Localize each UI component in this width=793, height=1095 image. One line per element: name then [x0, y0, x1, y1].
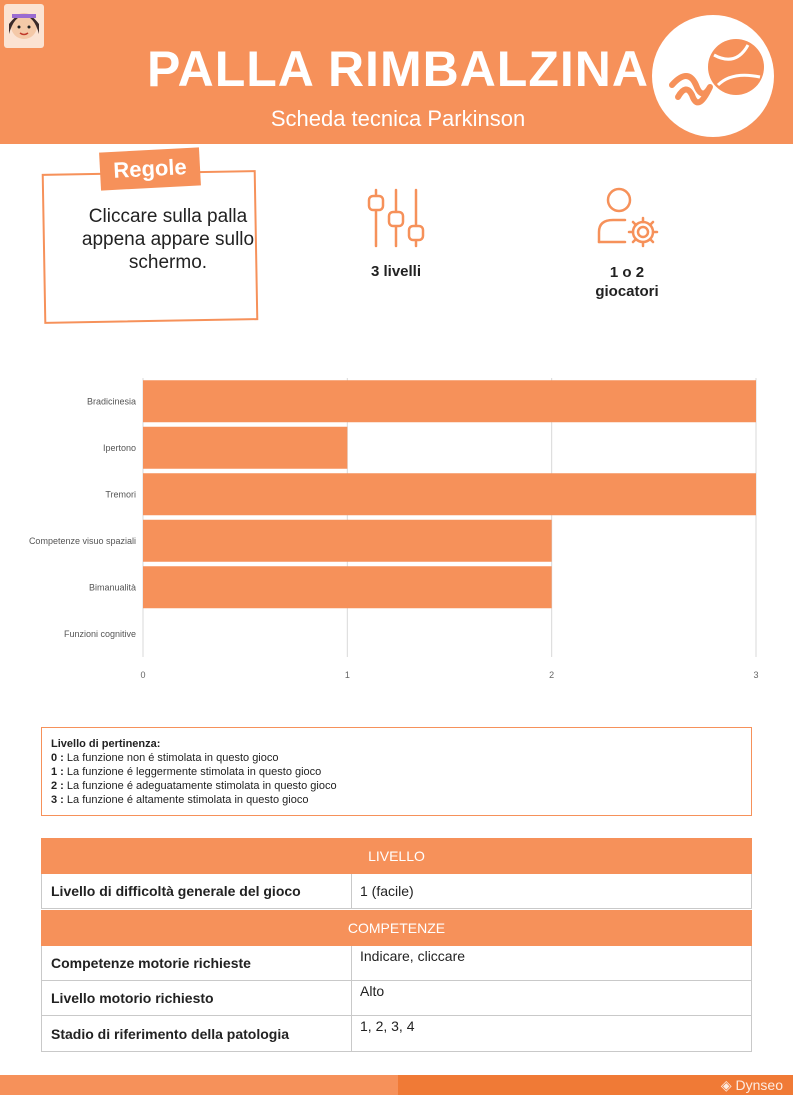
- ball-icon: [652, 15, 774, 137]
- brand-name: Dynseo: [735, 1077, 783, 1093]
- avatar: [4, 4, 44, 48]
- legend-item: 0 : La funzione non é stimolata in questo gioco: [51, 752, 279, 764]
- brand-logo: [721, 1077, 783, 1094]
- chart-tick-labels: [140, 670, 758, 680]
- chart-bar: [143, 520, 552, 562]
- table-row: [41, 946, 752, 981]
- table-row: [41, 1016, 752, 1052]
- page-subtitle: Scheda tecnica Parkinson: [270, 106, 526, 131]
- chart-bars: [143, 380, 756, 608]
- table-header-livello: LIVELLO: [41, 838, 752, 874]
- chart-category-label: Ipertono: [102, 442, 136, 453]
- row-value: Alto: [360, 983, 385, 999]
- table-header-competenze: COMPETENZE: [41, 910, 752, 946]
- players-label: 1 o 2 giocatori: [595, 264, 659, 300]
- footer-bar-left: [0, 1075, 398, 1095]
- relevance-chart: [0, 370, 793, 680]
- chart-bar: [143, 380, 756, 422]
- legend-item: 1 : La funzione é leggermente stimolata in questo gioco: [51, 766, 322, 778]
- row-label: Stadio di riferimento della patologia: [42, 1016, 352, 1051]
- chart-bar: [143, 473, 756, 515]
- user-gear-icon: [595, 186, 661, 250]
- legend-item: 3 : La funzione é altamente stimolata in questo gioco: [51, 794, 309, 806]
- page-title: PALLA RIMBALZINA: [146, 41, 650, 97]
- chart-category-label: Tremori: [105, 489, 136, 500]
- row-value: 1, 2, 3, 4: [360, 1018, 415, 1034]
- levels-label: 3 livelli: [370, 263, 422, 280]
- legend-item: 2 : La funzione é adeguatamente stimolata in questo gioco: [51, 780, 337, 792]
- chart-tick-label: 1: [344, 670, 350, 680]
- row-value: Indicare, cliccare: [360, 948, 466, 964]
- chart-category-label: Funzioni cognitive: [63, 628, 136, 639]
- table-row: [41, 981, 752, 1016]
- sliders-icon: [364, 186, 428, 250]
- chart-tick-label: 0: [140, 670, 146, 680]
- row-label: Livello di difficoltà generale del gioco: [42, 874, 352, 908]
- relevance-legend: [41, 727, 752, 816]
- game-logo: [652, 15, 774, 137]
- chart-category-labels: [29, 396, 136, 639]
- row-label: Livello motorio richiesto: [42, 981, 352, 1015]
- legend-title: Livello di pertinenza:: [51, 738, 161, 750]
- chart-category-label: Bradicinesia: [86, 396, 136, 407]
- rules-text: Cliccare sulla palla appena appare sullo schermo.: [81, 206, 255, 273]
- brand-icon: ◈: [720, 1077, 732, 1093]
- chart-bar: [143, 427, 347, 469]
- info-table: [41, 838, 752, 1054]
- row-label: Competenze motorie richieste: [42, 946, 352, 980]
- chart-tick-label: 2: [549, 670, 555, 680]
- chart-category-label: Competenze visuo spaziali: [28, 535, 136, 546]
- chart-category-label: Bimanualità: [88, 582, 136, 593]
- table-row: [41, 874, 752, 909]
- row-value: 1 (facile): [360, 883, 414, 899]
- chart-tick-label: 3: [753, 670, 759, 680]
- chart-bar: [143, 566, 552, 608]
- rules-tag: Regole: [99, 147, 201, 190]
